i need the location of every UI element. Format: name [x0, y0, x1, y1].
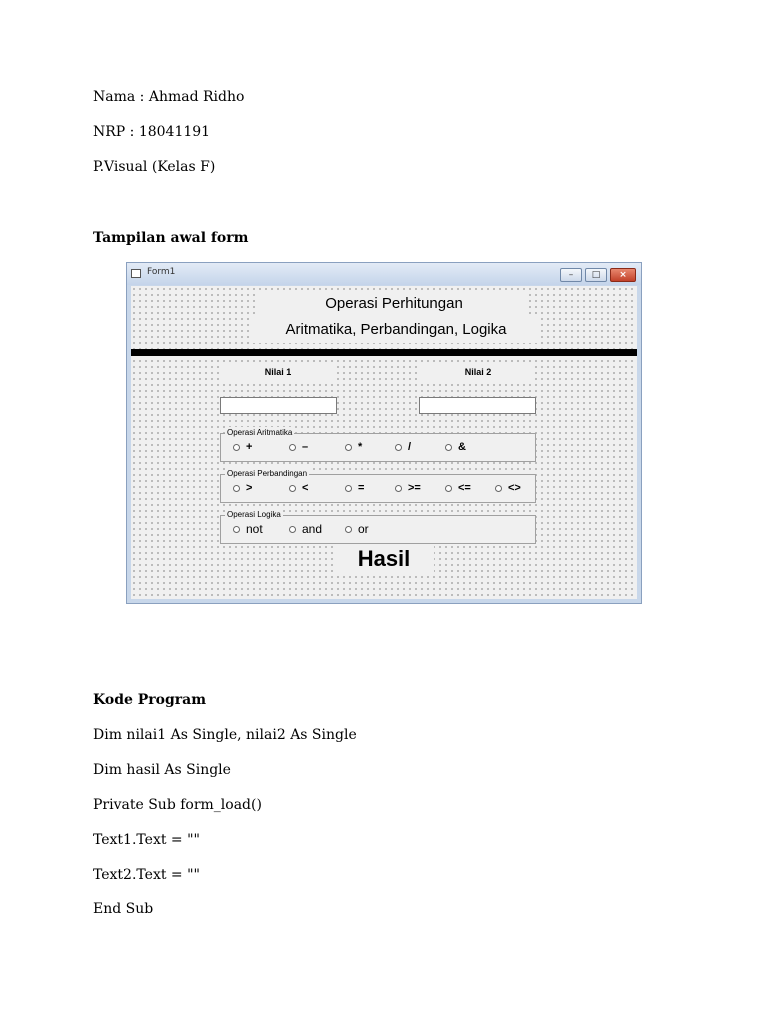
radio-icon[interactable] [233, 485, 240, 492]
option-label: & [458, 441, 466, 453]
option-label: * [358, 441, 363, 453]
option-label: / [408, 441, 412, 453]
frame-operasi-perbandingan [220, 469, 536, 503]
radio-icon[interactable] [289, 526, 296, 533]
option-and[interactable] [289, 522, 322, 536]
option-less[interactable] [289, 481, 308, 495]
maximize-button[interactable]: □ [585, 268, 607, 282]
form-client-area [131, 286, 637, 599]
option-equal[interactable] [345, 481, 364, 495]
minimize-button[interactable]: – [560, 268, 582, 282]
radio-icon[interactable] [495, 485, 502, 492]
student-nrp: NRP : 18041191 [93, 124, 211, 140]
option-not[interactable] [233, 522, 263, 536]
code-line: Dim nilai1 As Single, nilai2 As Single [93, 727, 357, 743]
text1-input[interactable] [220, 397, 337, 414]
option-label: – [302, 441, 309, 453]
radio-icon[interactable] [345, 444, 352, 451]
option-label: not [246, 522, 263, 536]
divider-line [131, 349, 637, 356]
code-line: Dim hasil As Single [93, 762, 231, 778]
heading-operasi-perhitungan: Operasi Perhitungan [259, 291, 529, 317]
code-section-heading: Kode Program [93, 692, 207, 708]
code-line: End Sub [93, 901, 154, 917]
code-line: Text1.Text = "" [93, 832, 200, 848]
option-multiply[interactable] [345, 440, 362, 454]
student-name: Nama : Ahmad Ridho [93, 89, 245, 105]
radio-icon[interactable] [233, 526, 240, 533]
form-section-heading: Tampilan awal form [93, 230, 249, 246]
window-title: Form1 [147, 267, 176, 277]
option-less-equal[interactable] [445, 481, 471, 495]
form-window [126, 262, 642, 604]
option-label: >= [408, 482, 421, 494]
close-button[interactable]: × [610, 268, 636, 282]
radio-icon[interactable] [395, 485, 402, 492]
form-icon [131, 269, 141, 278]
frame-title-aritmatika: Operasi Aritmatika [227, 428, 293, 437]
radio-icon[interactable] [445, 444, 452, 451]
option-label: = [358, 482, 365, 494]
nilai2-label: Nilai 2 [421, 363, 535, 381]
option-label: + [246, 441, 253, 453]
option-plus[interactable] [233, 440, 252, 454]
code-line: Private Sub form_load() [93, 797, 262, 813]
radio-icon[interactable] [233, 444, 240, 451]
hasil-label: Hasil [334, 544, 434, 574]
student-class: P.Visual (Kelas F) [93, 159, 216, 175]
option-greater-equal[interactable] [395, 481, 421, 495]
option-label: or [358, 522, 369, 536]
option-not-equal[interactable] [495, 481, 521, 495]
text2-input[interactable] [419, 397, 536, 414]
option-label: and [302, 522, 323, 536]
option-label: <> [508, 482, 521, 494]
option-greater[interactable] [233, 481, 252, 495]
radio-icon[interactable] [345, 526, 352, 533]
option-or[interactable] [345, 522, 369, 536]
option-divide[interactable] [395, 440, 411, 454]
option-minus[interactable] [289, 440, 308, 454]
frame-title-perbandingan: Operasi Perbandingan [227, 469, 308, 478]
heading-aritmatika-perbandingan-logika: Aritmatika, Perbandingan, Logika [251, 317, 541, 343]
option-label: > [246, 482, 253, 494]
option-label: <= [458, 482, 471, 494]
frame-operasi-logika [220, 510, 536, 544]
code-line: Text2.Text = "" [93, 867, 200, 883]
radio-icon[interactable] [289, 444, 296, 451]
option-concat[interactable] [445, 440, 466, 454]
radio-icon[interactable] [345, 485, 352, 492]
option-label: < [302, 482, 309, 494]
radio-icon[interactable] [445, 485, 452, 492]
radio-icon[interactable] [289, 485, 296, 492]
frame-title-logika: Operasi Logika [227, 510, 281, 519]
radio-icon[interactable] [395, 444, 402, 451]
title-bar [127, 263, 641, 285]
nilai1-label: Nilai 1 [221, 363, 335, 381]
frame-operasi-aritmatika [220, 428, 536, 462]
